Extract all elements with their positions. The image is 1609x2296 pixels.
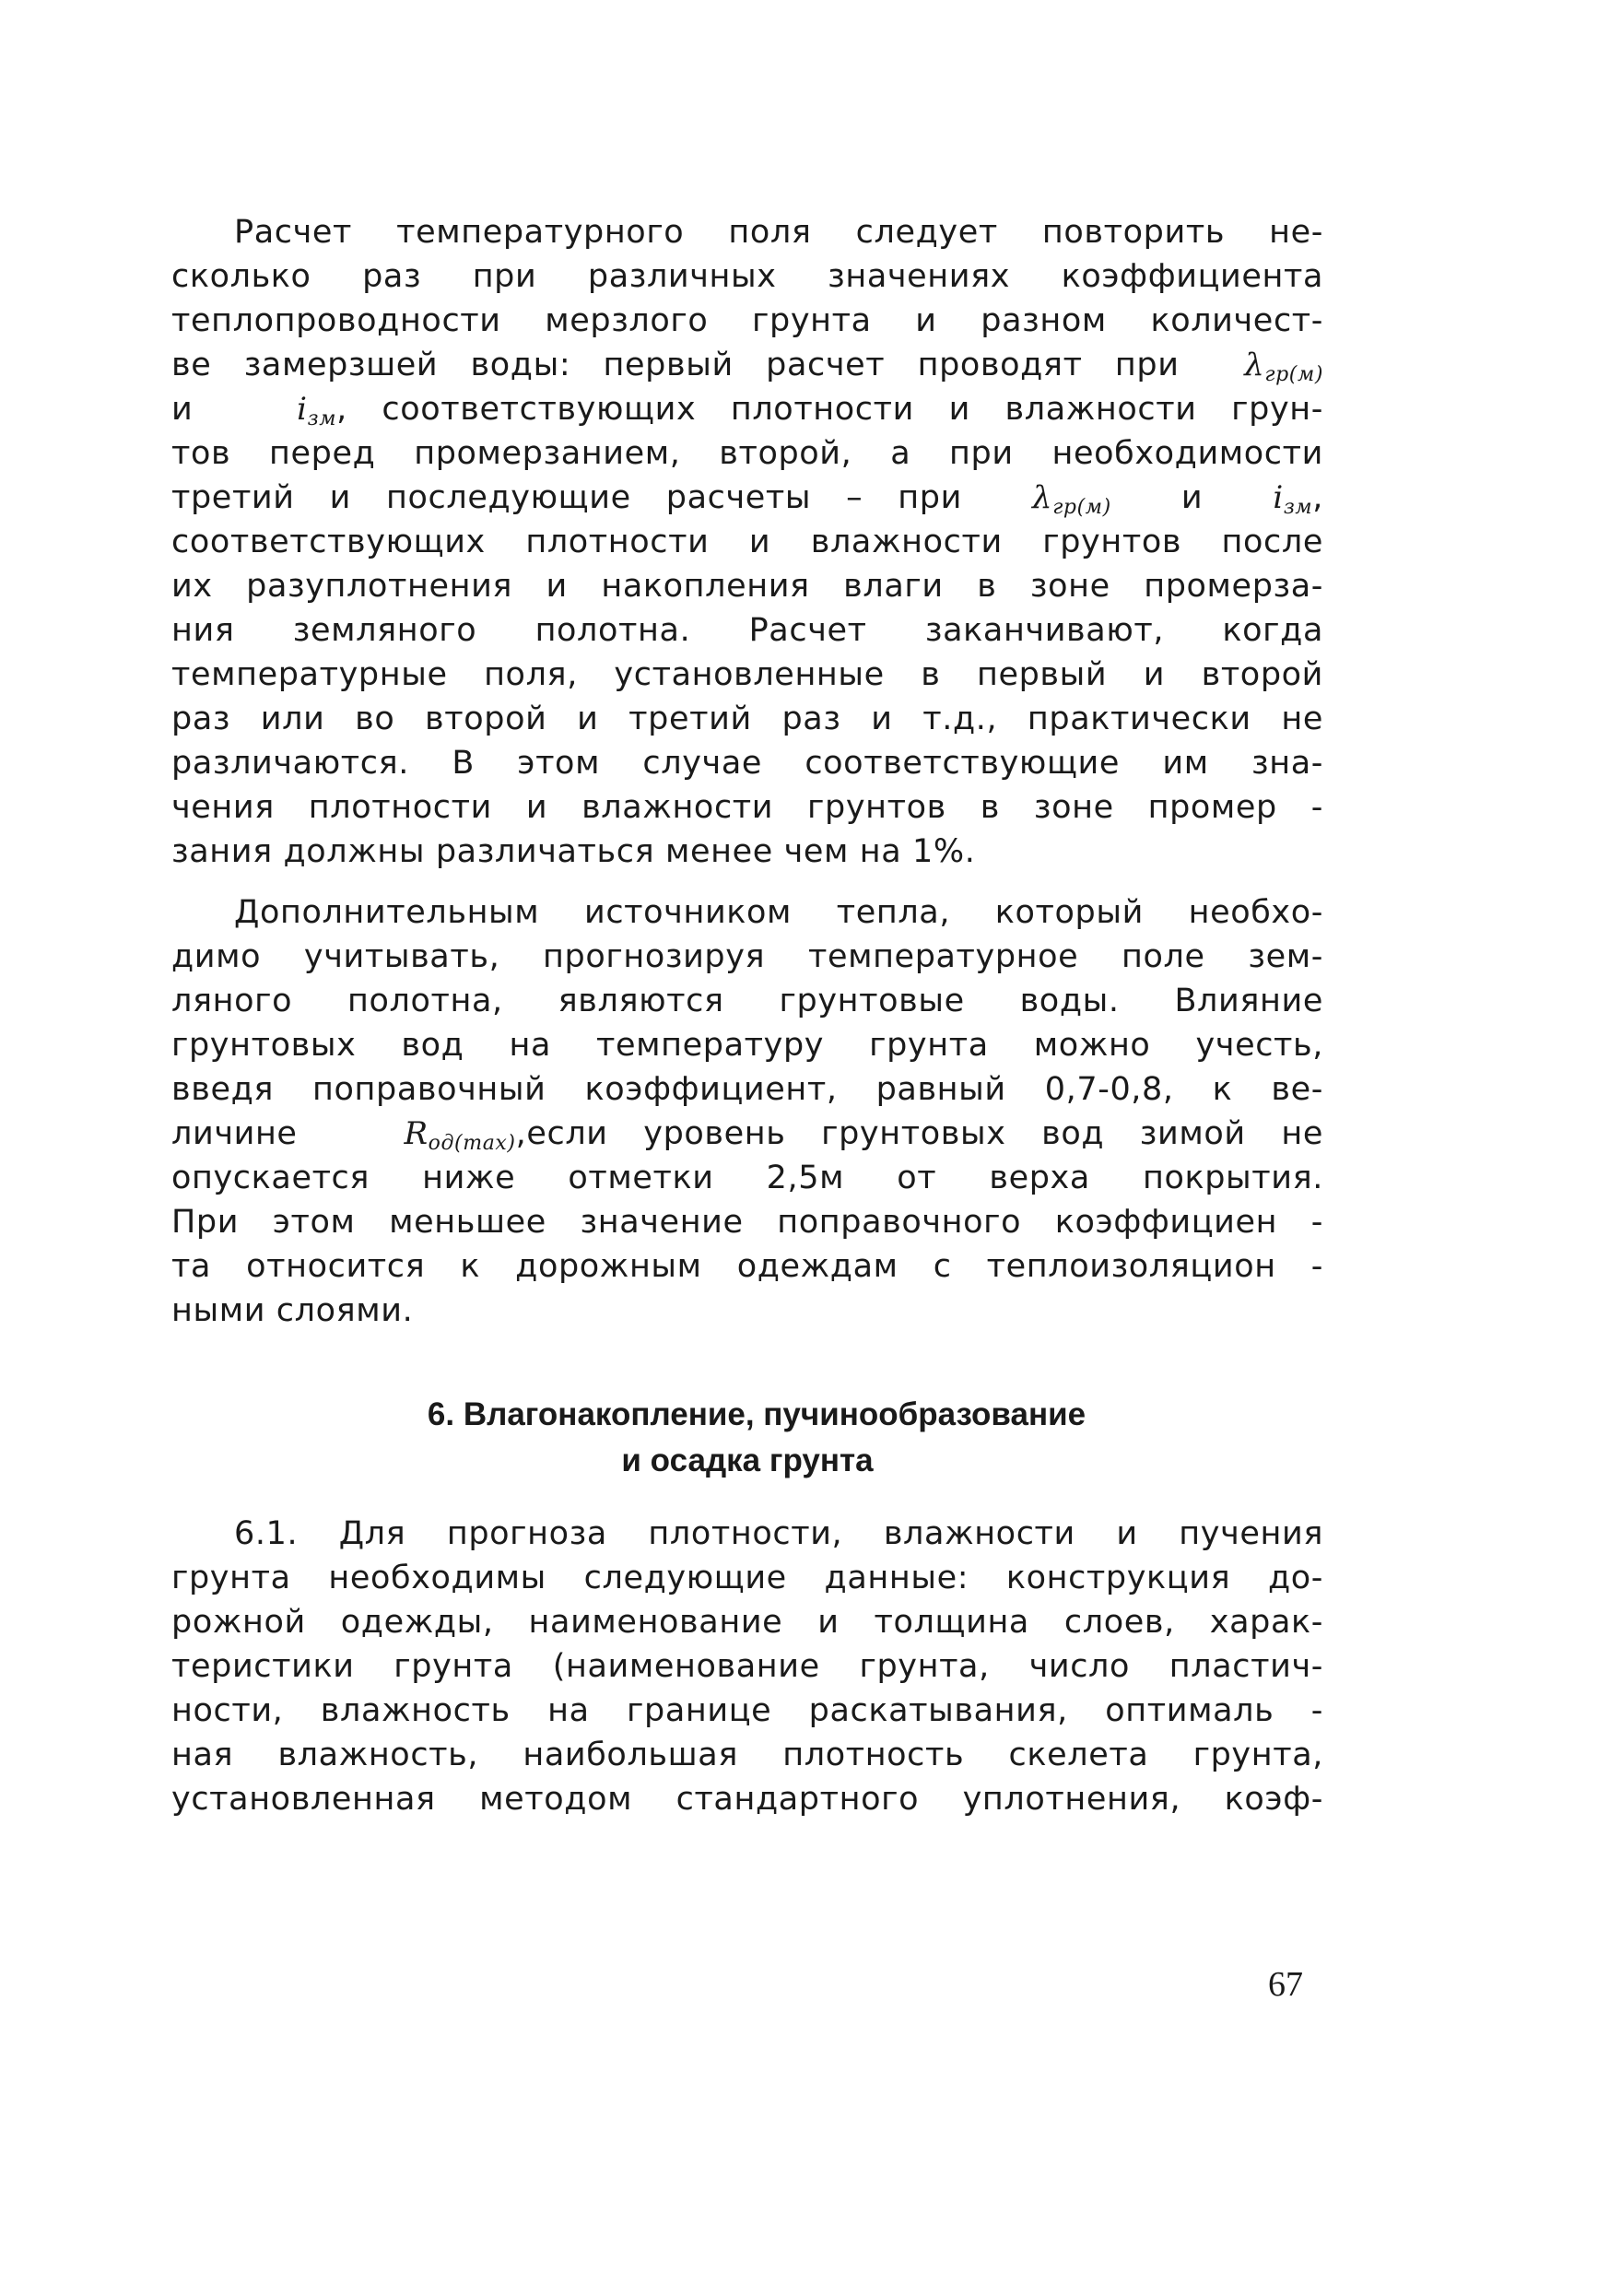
page-number: 67	[1268, 1965, 1303, 2004]
text-line: При этом меньшее значение поправочного коэффициен -	[171, 1204, 1323, 1241]
text-line: рожной одежды, наименование и толщина слоев, харак-	[171, 1604, 1323, 1641]
text-line: опускается ниже отметки 2,5м от верха покрытия.	[171, 1160, 1323, 1196]
text-line	[171, 476, 1323, 520]
text-line: димо учитывать, прогнозируя температурное поле зем-	[171, 938, 1323, 975]
heading-line: 6. Влагонакопление, пучинообразование	[427, 1396, 1086, 1432]
text-line: ными слоями.	[171, 1292, 414, 1329]
lambda-symbol: $\lambda_{гр(м)}$	[1244, 347, 1323, 386]
paragraph-temperature-field	[171, 210, 1323, 874]
text-line: 6.1. Для прогноза плотности, влажности и пучения	[234, 1515, 1323, 1552]
lambda-symbol: $\lambda_{гр(м)}$	[1032, 479, 1111, 519]
text-line: ния земляного полотна. Расчет заканчивают, когда	[171, 612, 1323, 649]
text-line: Дополнительным источником тепла, который необхо-	[234, 894, 1323, 931]
text-line: раз или во второй и третий раз и т.д., практически не	[171, 701, 1323, 737]
section-heading	[171, 1392, 1323, 1484]
text-line: грунтовых вод на температуру грунта можно учесть,	[171, 1027, 1323, 1064]
text-segment: личине	[171, 1115, 298, 1152]
text-line	[171, 387, 1323, 431]
text-line: теристики грунта (наименование грунта, число пластич-	[171, 1648, 1323, 1685]
text-line: сколько раз при различных значениях коэффициента	[171, 258, 1323, 295]
text-segment: ,	[1312, 479, 1324, 516]
text-line: чения плотности и влажности грунтов в зоне промер -	[171, 789, 1323, 826]
i-symbol: $i_{зм}$	[1273, 479, 1313, 519]
text-line: зания должны различаться менее чем на 1%.	[171, 833, 976, 870]
text-segment: третий и последующие расчеты – при	[171, 479, 962, 516]
text-line: их разуплотнения и накопления влаги в зоне промерза-	[171, 568, 1323, 605]
text-segment: и	[1180, 479, 1204, 516]
text-segment: ,если уровень грунтовых вод зимой не	[515, 1115, 1323, 1152]
r-symbol: $R_{од(max)}$	[404, 1115, 516, 1155]
text-line: та относится к дорожным одеждам с теплоизоляцион -	[171, 1248, 1323, 1285]
text-line	[171, 1112, 1323, 1156]
text-line: температурные поля, установленные в первый и второй	[171, 656, 1323, 693]
text-line: соответствующих плотности и влажности грунтов после	[171, 524, 1323, 560]
text-line: Расчет температурного поля следует повторить не-	[234, 214, 1323, 251]
text-line: тов перед промерзанием, второй, а при необходимости	[171, 435, 1323, 472]
text-line: ляного полотна, являются грунтовые воды. Влияние	[171, 983, 1323, 1019]
text-line: ности, влажность на границе раскатывания, оптималь -	[171, 1692, 1323, 1729]
text-segment: и	[171, 391, 194, 428]
paragraph-forecast-data	[171, 1512, 1323, 1821]
text-line: ная влажность, наибольшая плотность скелета грунта,	[171, 1737, 1323, 1773]
heading-line: и осадка грунта	[621, 1442, 874, 1478]
text-line: теплопроводности мерзлого грунта и разном количест-	[171, 302, 1323, 339]
text-segment: , соответствующих плотности и влажности грун-	[336, 391, 1323, 428]
text-line: введя поправочный коэффициент, равный 0,7-0,8, к ве-	[171, 1071, 1323, 1108]
text-line: грунта необходимы следующие данные: конструкция до-	[171, 1560, 1323, 1596]
text-line: установленная методом стандартного уплотнения, коэф-	[171, 1781, 1323, 1818]
i-symbol: $i_{зм}$	[297, 391, 337, 430]
text-line: различаются. В этом случае соответствующие им зна-	[171, 745, 1323, 782]
paragraph-groundwater	[171, 890, 1323, 1333]
text-segment: ве замерзшей воды: первый расчет проводят при	[171, 347, 1180, 383]
text-line	[171, 343, 1323, 387]
